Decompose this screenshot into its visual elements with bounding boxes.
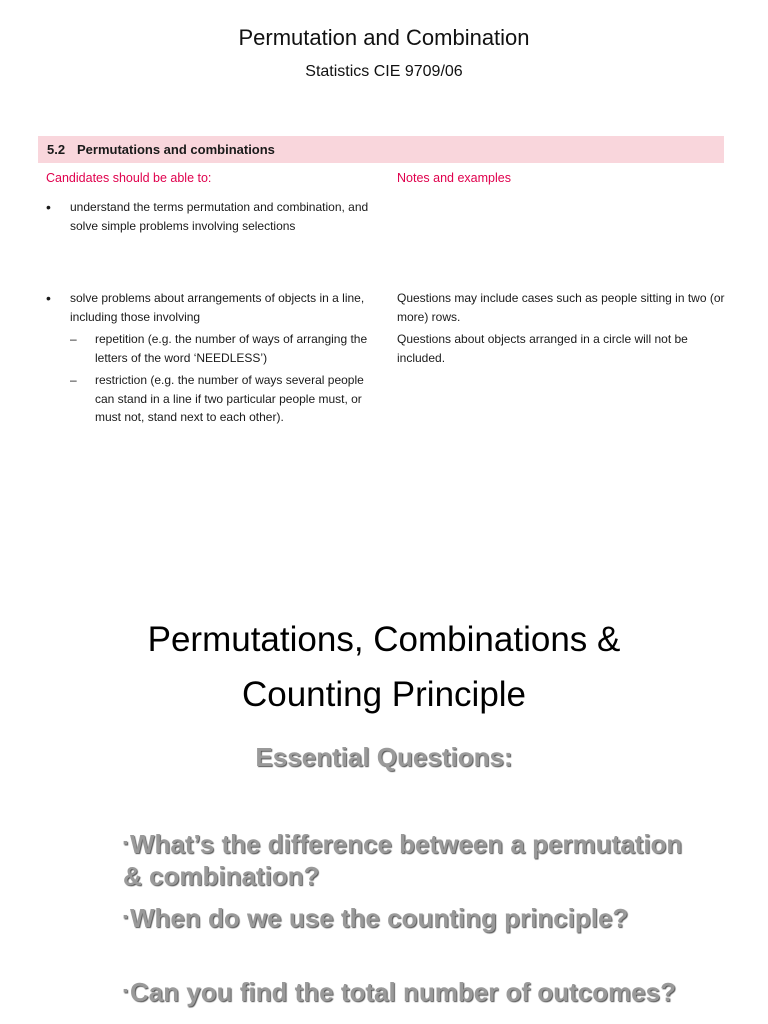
slide-title [0, 612, 768, 722]
square-bullet-icon: ▪ [123, 834, 128, 850]
sub-list-item-text: repetition (e.g. the number of ways of arranging the letters of the word ‘NEEDLESS’) [95, 332, 368, 365]
column-headings [38, 163, 724, 189]
essential-questions-heading: Essential Questions: [255, 742, 513, 772]
dash-icon: – [70, 373, 77, 387]
section-header [38, 136, 724, 163]
question-item [123, 900, 683, 934]
list-item-text: understand the terms permutation and combination, and solve simple problems involving selections [70, 200, 369, 233]
slide-title-line: Counting Principle [241, 675, 527, 714]
left-column-heading: Candidates should be able to: [46, 171, 212, 185]
slide-title-line: Permutations, Combinations & [147, 620, 621, 659]
note-text: Questions about objects arranged in a circle will not be included. [397, 332, 688, 365]
question-item [123, 826, 683, 892]
question-text: When do we use the counting principle? [129, 903, 629, 933]
right-column-heading: Notes and examples [397, 171, 511, 185]
section-number: 5.2 [47, 142, 66, 157]
question-item [123, 974, 683, 1008]
bullet-icon: • [46, 290, 51, 306]
sub-list-item-text: restriction (e.g. the number of ways several people can stand in a line if two particular people must, or must not, stand next to each other). [95, 373, 364, 424]
note-text: Questions may include cases such as people sitting in two (or more) rows. [397, 291, 725, 324]
square-bullet-icon: ▪ [123, 982, 128, 998]
bullet-icon: • [46, 199, 51, 215]
dash-icon: – [70, 332, 77, 346]
question-text: What’s the difference between a permutation & combination? [123, 829, 683, 891]
question-text: Can you find the total number of outcomes? [129, 977, 676, 1007]
syllabus-table [38, 136, 725, 424]
square-bullet-icon: ▪ [123, 908, 128, 924]
section-title: Permutations and combinations [77, 142, 275, 157]
document-subtitle: Statistics CIE 9709/06 [305, 63, 463, 80]
list-item-text: solve problems about arrangements of objects in a line, including those involving [70, 291, 365, 324]
document-title: Permutation and Combination [238, 25, 530, 50]
